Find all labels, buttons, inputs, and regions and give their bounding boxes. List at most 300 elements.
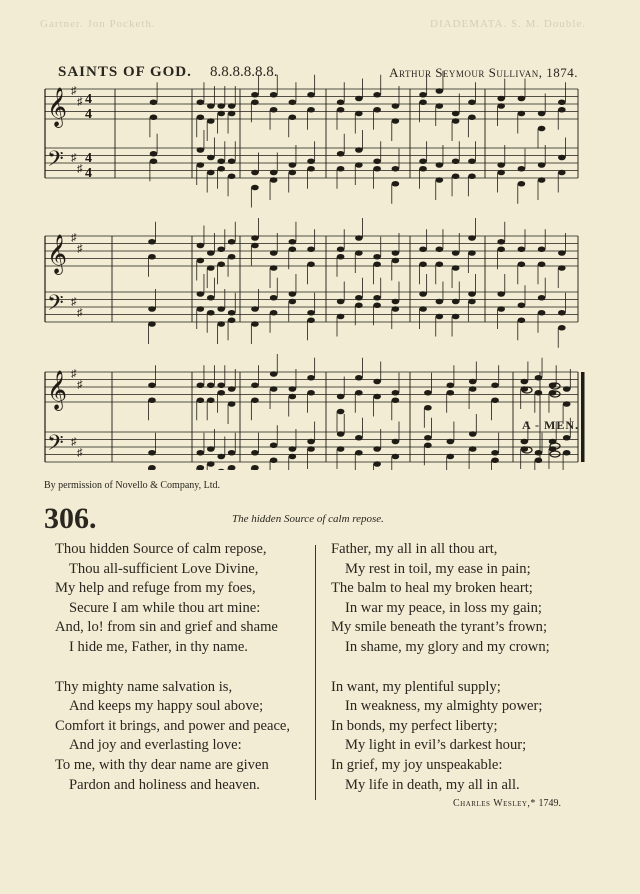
note-head bbox=[355, 295, 363, 301]
sharp-sign: ♯ bbox=[77, 307, 83, 319]
note-head bbox=[217, 158, 225, 164]
note-head bbox=[373, 261, 381, 267]
note-head bbox=[228, 239, 236, 245]
note-head bbox=[270, 386, 278, 392]
note-head bbox=[207, 265, 215, 271]
note-head bbox=[251, 306, 259, 312]
note-head bbox=[373, 166, 381, 172]
note-head bbox=[558, 250, 566, 256]
note-head bbox=[307, 446, 315, 452]
note-head bbox=[337, 314, 345, 320]
note-head bbox=[518, 302, 526, 308]
time-sig-bottom: 4 bbox=[85, 166, 92, 181]
note-head bbox=[228, 317, 236, 323]
note-head bbox=[228, 401, 236, 407]
note-head bbox=[355, 111, 363, 117]
note-head bbox=[392, 299, 400, 305]
note-head bbox=[452, 265, 460, 271]
note-head bbox=[337, 394, 345, 400]
note-head bbox=[217, 454, 225, 460]
note-head bbox=[207, 250, 215, 256]
sharp-sign: ♯ bbox=[71, 436, 77, 448]
note-head bbox=[197, 258, 205, 264]
note-head bbox=[251, 185, 259, 191]
bleed-right: DIADEMATA. S. M. Double. bbox=[430, 18, 587, 30]
note-head bbox=[307, 317, 315, 323]
note-head bbox=[197, 291, 205, 297]
note-head bbox=[148, 465, 156, 470]
note-head bbox=[518, 317, 526, 323]
sharp-sign: ♯ bbox=[71, 85, 77, 97]
note-head bbox=[307, 375, 315, 381]
note-head bbox=[419, 291, 427, 297]
verse-line: Pardon and holiness and heaven. bbox=[69, 776, 260, 793]
note-head bbox=[468, 173, 476, 179]
note-head bbox=[197, 382, 205, 388]
note-head bbox=[289, 114, 297, 120]
author-credit bbox=[453, 798, 561, 809]
sharp-sign: ♯ bbox=[77, 379, 83, 391]
note-head bbox=[337, 446, 345, 452]
sharp-sign: ♯ bbox=[71, 232, 77, 244]
note-head bbox=[217, 166, 225, 172]
note-head bbox=[307, 92, 315, 98]
note-head bbox=[270, 310, 278, 316]
note-head bbox=[270, 177, 278, 183]
note-head bbox=[217, 261, 225, 267]
note-head bbox=[558, 265, 566, 271]
note-head bbox=[436, 261, 444, 267]
note-head bbox=[197, 465, 205, 470]
note-head bbox=[491, 382, 499, 388]
note-head bbox=[452, 173, 460, 179]
sharp-sign: ♯ bbox=[71, 152, 77, 164]
note-head bbox=[436, 103, 444, 109]
note-head bbox=[251, 450, 259, 456]
permission-note: By permission of Novello & Company, Ltd. bbox=[44, 480, 221, 491]
verse-line: In grief, my joy unspeakable: bbox=[331, 756, 503, 773]
note-head bbox=[392, 397, 400, 403]
note-head bbox=[521, 439, 529, 445]
note-head bbox=[228, 111, 236, 117]
note-head bbox=[491, 450, 499, 456]
note-head bbox=[447, 454, 455, 460]
stanza bbox=[55, 678, 290, 796]
note-head bbox=[228, 173, 236, 179]
note-head bbox=[207, 397, 215, 403]
note-head bbox=[373, 254, 381, 260]
note-head bbox=[436, 246, 444, 252]
note-head bbox=[424, 442, 432, 448]
note-head bbox=[251, 92, 259, 98]
note-head bbox=[355, 375, 363, 381]
note-head bbox=[307, 439, 315, 445]
note-head bbox=[148, 239, 156, 245]
note-head bbox=[563, 386, 571, 392]
note-head bbox=[197, 450, 205, 456]
hymn-number: 306. bbox=[44, 502, 97, 535]
verse-line: In war my peace, in loss my gain; bbox=[345, 599, 542, 616]
note-head bbox=[436, 177, 444, 183]
note-head bbox=[307, 390, 315, 396]
note-head bbox=[337, 166, 345, 172]
note-head bbox=[535, 375, 543, 381]
note-head bbox=[148, 382, 156, 388]
note-head bbox=[355, 302, 363, 308]
note-head bbox=[392, 439, 400, 445]
note-head bbox=[197, 397, 205, 403]
note-head bbox=[307, 107, 315, 113]
note-head bbox=[419, 246, 427, 252]
note-head bbox=[337, 299, 345, 305]
note-head bbox=[289, 291, 297, 297]
note-head bbox=[337, 254, 345, 260]
note-head bbox=[270, 442, 278, 448]
author-name: Charles Wesley,* bbox=[453, 798, 536, 809]
note-head bbox=[251, 397, 259, 403]
note-head bbox=[518, 246, 526, 252]
note-head bbox=[307, 246, 315, 252]
note-head bbox=[518, 261, 526, 267]
note-head bbox=[491, 457, 499, 463]
note-head bbox=[197, 162, 205, 168]
note-head bbox=[355, 96, 363, 102]
note-head bbox=[538, 295, 546, 301]
note-head bbox=[337, 151, 345, 157]
sharp-sign: ♯ bbox=[71, 368, 77, 380]
note-head bbox=[217, 321, 225, 327]
bleed-left: Gartner. Jon Pocketh. bbox=[40, 18, 156, 30]
note-head bbox=[337, 246, 345, 252]
note-head bbox=[207, 118, 215, 124]
text-column-left bbox=[55, 540, 290, 815]
note-head bbox=[436, 314, 444, 320]
note-head bbox=[207, 295, 215, 301]
note-head bbox=[373, 158, 381, 164]
stanza bbox=[331, 678, 550, 796]
note-head bbox=[468, 99, 476, 105]
note-head bbox=[251, 321, 259, 327]
note-head bbox=[355, 450, 363, 456]
amen-text: A - MEN. bbox=[522, 418, 579, 432]
note-head bbox=[392, 306, 400, 312]
sharp-sign: ♯ bbox=[77, 447, 83, 459]
verse-line: My light in evil’s darkest hour; bbox=[345, 737, 527, 754]
time-sig-top: 4 bbox=[85, 92, 92, 107]
author-year: 1749. bbox=[538, 798, 561, 809]
note-head bbox=[538, 246, 546, 252]
note-head bbox=[538, 126, 546, 132]
bass-clef: 𝄢 bbox=[47, 431, 64, 461]
verse-line: My life in death, my all in all. bbox=[345, 776, 520, 793]
note-head bbox=[392, 181, 400, 187]
note-head bbox=[307, 166, 315, 172]
stanza bbox=[55, 540, 290, 658]
note-head bbox=[452, 158, 460, 164]
note-head bbox=[373, 302, 381, 308]
note-head bbox=[251, 382, 259, 388]
note-head bbox=[251, 243, 259, 249]
note-head bbox=[538, 261, 546, 267]
time-sig-top: 4 bbox=[85, 151, 92, 166]
note-head bbox=[150, 99, 158, 105]
note-head bbox=[355, 147, 363, 153]
verse-line: My smile beneath the tyrant’s frown; bbox=[331, 619, 548, 636]
note-head bbox=[436, 162, 444, 168]
note-head bbox=[563, 401, 571, 407]
note-head bbox=[468, 250, 476, 256]
note-head bbox=[337, 107, 345, 113]
note-head bbox=[563, 435, 571, 441]
note-head bbox=[150, 114, 158, 120]
verse-line: I hide me, Father, in thy name. bbox=[69, 638, 248, 655]
note-head bbox=[535, 390, 543, 396]
note-head bbox=[469, 431, 477, 437]
note-head bbox=[373, 107, 381, 113]
time-sig-bottom: 4 bbox=[85, 107, 92, 122]
note-head bbox=[228, 103, 236, 109]
note-head bbox=[289, 239, 297, 245]
note-head bbox=[447, 390, 455, 396]
note-head bbox=[289, 99, 297, 105]
note-head bbox=[337, 431, 345, 437]
verse-line: In bonds, my perfect liberty; bbox=[331, 717, 498, 734]
note-head bbox=[207, 461, 215, 467]
note-head bbox=[497, 291, 505, 297]
note-head bbox=[337, 409, 345, 415]
bass-clef: 𝄢 bbox=[47, 147, 64, 177]
note-head bbox=[289, 170, 297, 176]
note-head bbox=[251, 235, 259, 241]
note-head bbox=[207, 382, 215, 388]
note-head bbox=[392, 103, 400, 109]
sharp-sign: ♯ bbox=[77, 96, 83, 108]
final-bar bbox=[581, 372, 585, 462]
note-head bbox=[563, 450, 571, 456]
verse-line: Comfort it brings, and power and peace, bbox=[55, 717, 291, 734]
note-head bbox=[217, 103, 225, 109]
note-head bbox=[452, 118, 460, 124]
note-head bbox=[373, 446, 381, 452]
note-head bbox=[558, 107, 566, 113]
verse-line: Thou hidden Source of calm repose, bbox=[55, 541, 267, 557]
note-head bbox=[424, 390, 432, 396]
treble-clef: 𝄞 bbox=[47, 234, 68, 274]
verse-line: Thou all-sufficient Love Divine, bbox=[69, 560, 259, 577]
note-head bbox=[538, 162, 546, 168]
note-head bbox=[452, 250, 460, 256]
note-head bbox=[468, 235, 476, 241]
note-head bbox=[207, 170, 215, 176]
note-head bbox=[197, 114, 205, 120]
note-head bbox=[270, 170, 278, 176]
note-head bbox=[148, 397, 156, 403]
note-head bbox=[289, 446, 297, 452]
note-head bbox=[217, 111, 225, 117]
note-head bbox=[424, 405, 432, 411]
sharp-sign: ♯ bbox=[71, 296, 77, 308]
note-head bbox=[447, 439, 455, 445]
note-head bbox=[197, 99, 205, 105]
note-head bbox=[289, 299, 297, 305]
note-head bbox=[392, 390, 400, 396]
note-head bbox=[289, 246, 297, 252]
note-head bbox=[497, 170, 505, 176]
note-head bbox=[419, 306, 427, 312]
note-head bbox=[228, 465, 236, 470]
note-head bbox=[307, 310, 315, 316]
note-head bbox=[469, 386, 477, 392]
note-head bbox=[447, 382, 455, 388]
note-head bbox=[207, 103, 215, 109]
verse-line: Thy mighty name salvation is, bbox=[55, 678, 233, 695]
note-head bbox=[289, 454, 297, 460]
note-head bbox=[270, 371, 278, 377]
note-head bbox=[419, 92, 427, 98]
note-head bbox=[452, 314, 460, 320]
note-head bbox=[148, 321, 156, 327]
whole-note bbox=[550, 451, 560, 457]
note-head bbox=[469, 379, 477, 385]
verse-line: In weakness, my almighty power; bbox=[345, 698, 543, 715]
verse-line: The balm to heal my broken heart; bbox=[331, 580, 533, 597]
note-head bbox=[392, 118, 400, 124]
note-head bbox=[251, 170, 259, 176]
note-head bbox=[424, 435, 432, 441]
note-head bbox=[452, 111, 460, 117]
note-head bbox=[270, 250, 278, 256]
verse-line: Father, my all in all thou art, bbox=[331, 541, 498, 557]
note-head bbox=[518, 181, 526, 187]
note-head bbox=[251, 99, 259, 105]
note-head bbox=[373, 92, 381, 98]
note-head bbox=[355, 235, 363, 241]
note-head bbox=[289, 386, 297, 392]
note-head bbox=[468, 158, 476, 164]
note-head bbox=[373, 461, 381, 467]
note-head bbox=[217, 469, 225, 470]
note-head bbox=[355, 435, 363, 441]
note-head bbox=[217, 390, 225, 396]
sharp-sign: ♯ bbox=[77, 163, 83, 175]
note-head bbox=[392, 250, 400, 256]
note-head bbox=[497, 96, 505, 102]
note-head bbox=[497, 162, 505, 168]
verse-line: In shame, my glory and my crown; bbox=[345, 638, 550, 655]
note-head bbox=[148, 254, 156, 260]
note-head bbox=[150, 151, 158, 157]
note-head bbox=[228, 310, 236, 316]
note-head bbox=[307, 158, 315, 164]
note-head bbox=[436, 88, 444, 94]
note-head bbox=[497, 306, 505, 312]
note-head bbox=[419, 166, 427, 172]
note-head bbox=[251, 465, 259, 470]
note-head bbox=[228, 386, 236, 392]
note-head bbox=[228, 450, 236, 456]
note-head bbox=[217, 382, 225, 388]
note-head bbox=[468, 299, 476, 305]
note-head bbox=[197, 147, 205, 153]
note-head bbox=[535, 450, 543, 456]
tune-name: SAINTS OF GOD. bbox=[58, 64, 192, 80]
note-head bbox=[355, 390, 363, 396]
note-head bbox=[207, 155, 215, 161]
note-head bbox=[207, 446, 215, 452]
verse-line: And, lo! from sin and grief and shame bbox=[55, 619, 278, 636]
note-head bbox=[468, 291, 476, 297]
note-head bbox=[270, 265, 278, 271]
text-column-right bbox=[331, 540, 550, 815]
note-head bbox=[392, 166, 400, 172]
hymn-first-line: The hidden Source of calm repose. bbox=[232, 513, 384, 525]
note-head bbox=[217, 246, 225, 252]
tune-meter: 8.8.8.8.8.8. bbox=[210, 64, 278, 80]
note-head bbox=[419, 99, 427, 105]
note-head bbox=[148, 450, 156, 456]
sharp-sign: ♯ bbox=[77, 243, 83, 255]
verse-line: In want, my plentiful supply; bbox=[331, 678, 501, 695]
note-head bbox=[518, 111, 526, 117]
verse-line: To me, with thy dear name are given bbox=[55, 756, 269, 773]
note-head bbox=[436, 299, 444, 305]
note-head bbox=[558, 99, 566, 105]
note-head bbox=[419, 158, 427, 164]
note-head bbox=[373, 379, 381, 385]
note-head bbox=[535, 457, 543, 463]
verse-line: And joy and everlasting love: bbox=[69, 737, 242, 754]
note-head bbox=[289, 394, 297, 400]
note-head bbox=[538, 177, 546, 183]
note-head bbox=[538, 310, 546, 316]
note-head bbox=[392, 258, 400, 264]
note-head bbox=[197, 306, 205, 312]
note-head bbox=[558, 155, 566, 161]
column-divider bbox=[315, 545, 316, 800]
note-head bbox=[452, 299, 460, 305]
note-head bbox=[355, 250, 363, 256]
verse-line: My help and refuge from my foes, bbox=[55, 580, 256, 597]
composer: Arthur Seymour Sullivan, 1874. bbox=[389, 65, 578, 80]
note-head bbox=[217, 306, 225, 312]
verse-line: My rest in toil, my ease in pain; bbox=[345, 560, 531, 577]
note-head bbox=[270, 295, 278, 301]
note-head bbox=[337, 99, 345, 105]
bass-clef: 𝄢 bbox=[47, 291, 64, 321]
note-head bbox=[558, 310, 566, 316]
note-head bbox=[518, 96, 526, 102]
note-head bbox=[289, 162, 297, 168]
note-head bbox=[355, 162, 363, 168]
note-head bbox=[469, 446, 477, 452]
verse-line: Secure I am while thou art mine: bbox=[69, 599, 261, 616]
treble-clef: 𝄞 bbox=[47, 370, 68, 410]
note-head bbox=[497, 103, 505, 109]
note-head bbox=[207, 310, 215, 316]
note-head bbox=[228, 254, 236, 260]
note-head bbox=[497, 246, 505, 252]
note-head bbox=[419, 261, 427, 267]
note-head bbox=[270, 457, 278, 463]
note-head bbox=[521, 379, 529, 385]
note-head bbox=[150, 158, 158, 164]
note-head bbox=[228, 158, 236, 164]
note-head bbox=[148, 306, 156, 312]
note-head bbox=[373, 394, 381, 400]
note-head bbox=[558, 170, 566, 176]
treble-clef: 𝄞 bbox=[47, 87, 68, 127]
note-head bbox=[270, 107, 278, 113]
